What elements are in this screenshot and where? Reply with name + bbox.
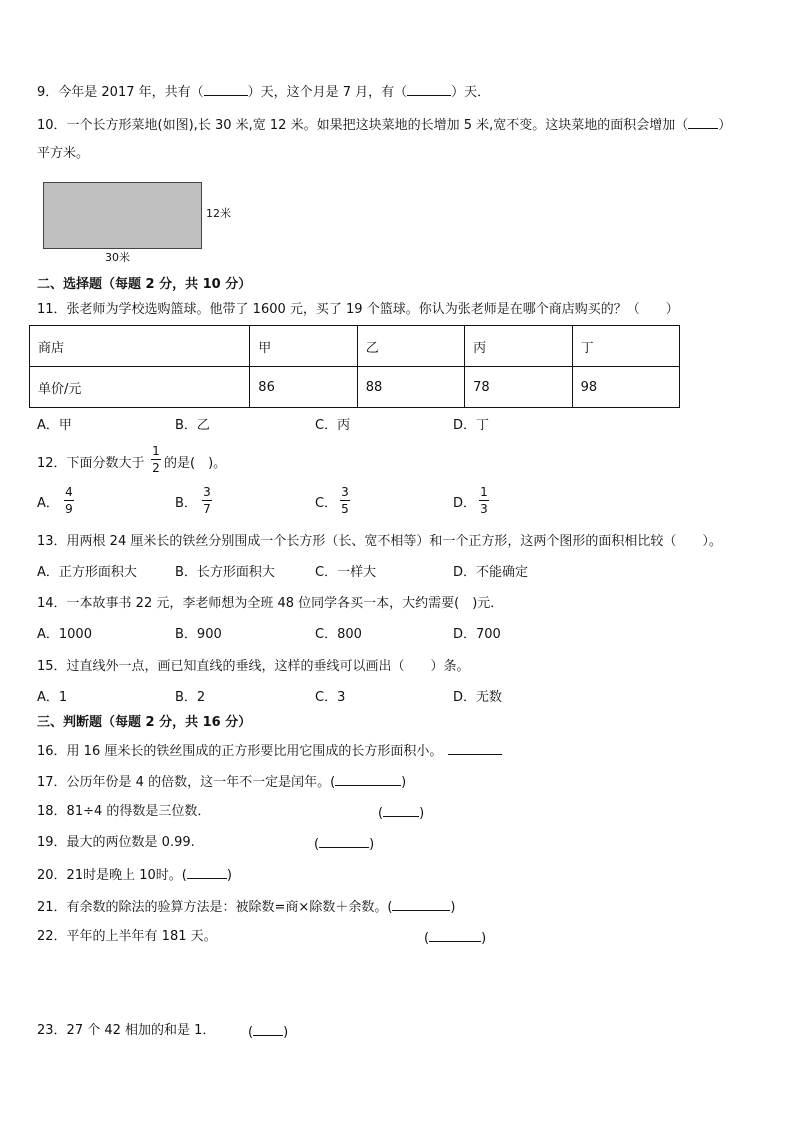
fraction-denominator: 5: [341, 502, 349, 516]
q12-stem-fraction: [151, 444, 161, 475]
fraction-numerator: 3: [341, 485, 349, 499]
q12-option-c-fraction[interactable]: [340, 485, 350, 516]
q20-blank[interactable]: [187, 865, 227, 879]
fraction-bar: [64, 500, 74, 501]
table-cell: 丙: [465, 326, 572, 367]
price-table: [29, 325, 680, 408]
section-2-heading: 二、选择题（每题 2 分，共 10 分）: [37, 277, 252, 292]
q12-option-a-label[interactable]: A．: [37, 496, 59, 511]
q10-line2: 平方米。: [37, 146, 90, 161]
q16-text: 16．用 16 厘米长的铁丝围成的正方形要比用它围成的长方形面积小。: [37, 744, 443, 759]
q14-stem: 14．一本故事书 22 元，李老师想为全班 48 位同学各买一本，大约需要( )元．: [37, 596, 504, 611]
q11-stem: 11．张老师为学校选购篮球。他带了 1600 元，买了 19 个篮球。你认为张老师是在哪个商店购买的？（ ）: [37, 302, 679, 317]
fraction-bar: [202, 500, 212, 501]
q15-option-c[interactable]: C．3: [315, 690, 346, 705]
q18-close: ): [419, 806, 425, 821]
q23-blank[interactable]: [253, 1022, 283, 1036]
question-9: [37, 82, 490, 102]
q12-option-a-fraction[interactable]: [64, 485, 74, 516]
q11-option-b[interactable]: B．乙: [175, 418, 210, 433]
q15-stem: 15．过直线外一点，画已知直线的垂线，这样的垂线可以画出（ ）条。: [37, 659, 470, 674]
q18-text: 18．81÷4 的得数是三位数．: [37, 804, 211, 819]
q18-answer: [378, 803, 424, 823]
fraction-denominator: 9: [65, 502, 73, 516]
q21-blank[interactable]: [392, 897, 450, 911]
vegetable-plot-rectangle: [43, 182, 202, 249]
q17-text: 17．公历年份是 4 的倍数，这一年不一定是闰年。(: [37, 775, 336, 790]
q17-close: ): [401, 775, 407, 790]
q20-close: ): [226, 868, 232, 883]
plot-width-label: 12米: [206, 207, 231, 220]
section-3-heading: 三、判断题（每题 2 分，共 16 分）: [37, 715, 252, 730]
q11-option-d[interactable]: D．丁: [453, 418, 490, 433]
q19-text: 19．最大的两位数是 0.99.: [37, 835, 195, 850]
q12-option-c-label[interactable]: C．: [315, 496, 338, 511]
q12-option-d-fraction[interactable]: [479, 485, 489, 516]
q18-open: (: [378, 806, 384, 821]
q12-stem-a: 12．下面分数大于: [37, 456, 145, 471]
q11-option-c[interactable]: C．丙: [315, 418, 351, 433]
q12-stem-b: 的是( )。: [164, 456, 227, 471]
q19-answer: [314, 834, 374, 854]
fraction-bar: [340, 500, 350, 501]
q17-blank[interactable]: [335, 772, 401, 786]
q9-text-a: 9．今年是 2017 年，共有（: [37, 85, 204, 100]
q22-text: 22．平年的上半年有 181 天。: [37, 929, 217, 944]
q14-option-b[interactable]: B．900: [175, 627, 222, 642]
q22-answer: [424, 928, 486, 948]
question-20: [37, 865, 232, 885]
plot-length-label: 30米: [105, 251, 130, 264]
table-row: [30, 326, 680, 367]
fraction-numerator: 1: [152, 444, 160, 458]
table-cell: 98: [572, 367, 679, 408]
q22-open: (: [424, 931, 430, 946]
fraction-denominator: 3: [480, 502, 488, 516]
q14-option-c[interactable]: C．800: [315, 627, 362, 642]
q12-option-d-label[interactable]: D．: [453, 496, 477, 511]
fraction-numerator: 1: [480, 485, 488, 499]
fraction-denominator: 7: [203, 502, 211, 516]
q13-stem: 13．用两根 24 厘米长的铁丝分别围成一个长方形（长、宽不相等）和一个正方形，这两个图形的面积相比较（ ）。: [37, 534, 722, 549]
q11-option-a[interactable]: A．甲: [37, 418, 72, 433]
q9-blank-1[interactable]: [204, 82, 248, 96]
question-10: [37, 115, 731, 135]
q22-blank[interactable]: [429, 928, 481, 942]
q10-blank[interactable]: [688, 115, 718, 129]
q23-open: (: [248, 1025, 254, 1040]
table-cell: 单价/元: [30, 367, 250, 408]
fraction-bar: [479, 500, 489, 501]
q12-option-b-label[interactable]: B．: [175, 496, 197, 511]
q23-answer: [248, 1022, 288, 1042]
table-cell: 86: [250, 367, 357, 408]
q23-text: 23．27 个 42 相加的和是 1．: [37, 1023, 216, 1038]
q13-option-a[interactable]: A．正方形面积大: [37, 565, 137, 580]
q19-open: (: [314, 837, 320, 852]
q21-close: ): [450, 900, 456, 915]
q19-close: ): [369, 837, 375, 852]
fraction-denominator: 2: [152, 461, 160, 475]
table-cell: 88: [357, 367, 464, 408]
q9-blank-2[interactable]: [407, 82, 451, 96]
q9-text-c: ）天．: [451, 85, 491, 100]
table-cell: 商店: [30, 326, 250, 367]
q15-option-a[interactable]: A．1: [37, 690, 68, 705]
q9-text-b: ）天，这个月是 7 月，有（: [247, 85, 408, 100]
q21-text: 21．有余数的除法的验算方法是：被除数=商×除数＋余数。(: [37, 900, 393, 915]
q13-option-c[interactable]: C．一样大: [315, 565, 377, 580]
q14-option-a[interactable]: A．1000: [37, 627, 92, 642]
q10-close: ）: [718, 118, 732, 133]
q14-option-d[interactable]: D．700: [453, 627, 501, 642]
question-17: [37, 772, 406, 792]
fraction-numerator: 4: [65, 485, 73, 499]
q19-blank[interactable]: [319, 834, 369, 848]
q23-close: ): [283, 1025, 289, 1040]
q12-option-b-fraction[interactable]: [202, 485, 212, 516]
q22-close: ): [481, 931, 487, 946]
question-21: [37, 897, 455, 917]
q18-blank[interactable]: [383, 803, 419, 817]
q15-option-b[interactable]: B．2: [175, 690, 206, 705]
q13-option-d[interactable]: D．不能确定: [453, 565, 529, 580]
question-16: [37, 741, 502, 761]
table-cell: 甲: [250, 326, 357, 367]
table-cell: 乙: [357, 326, 464, 367]
q10-text: 10．一个长方形菜地(如图),长 30 米,宽 12 米。如果把这块菜地的长增加 5 米,宽不变。这块菜地的面积会增加（: [37, 118, 689, 133]
fraction-numerator: 3: [203, 485, 211, 499]
q16-blank[interactable]: [448, 741, 502, 755]
table-row: [30, 367, 680, 408]
q13-option-b[interactable]: B．长方形面积大: [175, 565, 275, 580]
q15-option-d[interactable]: D．无数: [453, 690, 503, 705]
table-cell: 丁: [572, 326, 679, 367]
q20-text: 20．21时是晚上 10时。(: [37, 868, 187, 883]
table-cell: 78: [465, 367, 572, 408]
fraction-bar: [151, 459, 161, 460]
